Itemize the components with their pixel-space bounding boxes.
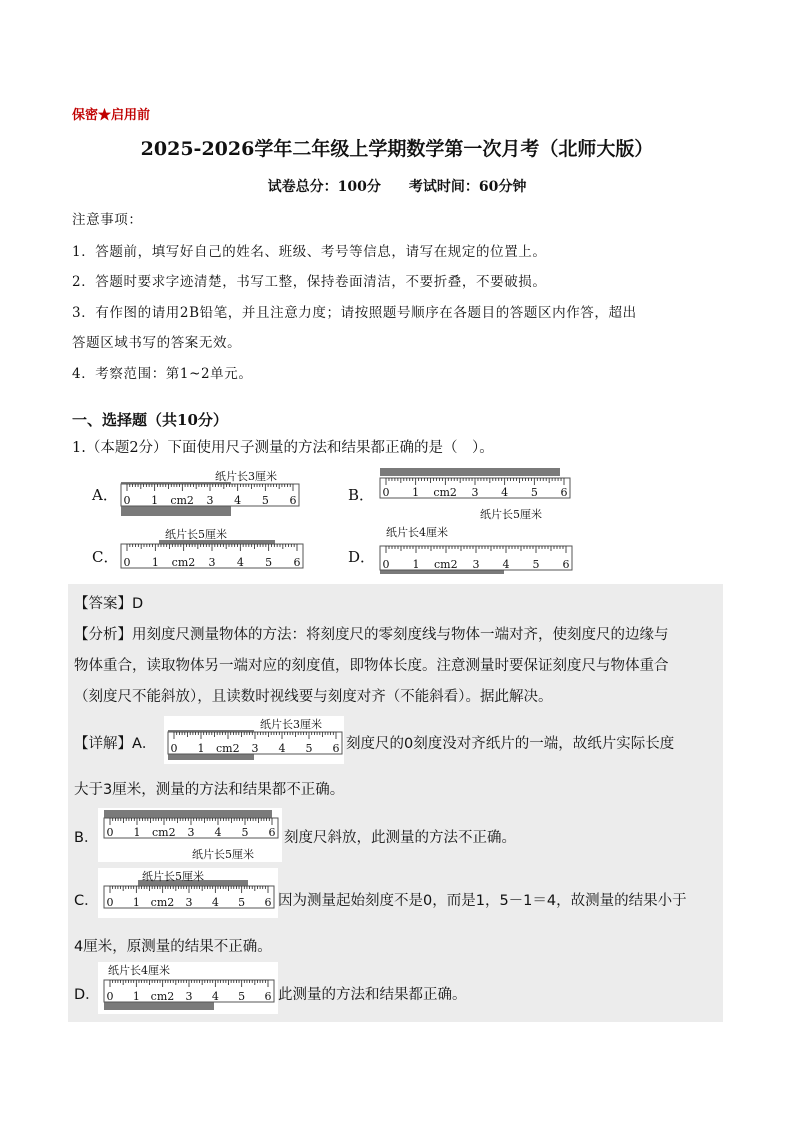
ruler-number: cm2 bbox=[171, 556, 196, 569]
ruler-number: 4 bbox=[211, 990, 219, 1003]
ruler-number: 3 bbox=[206, 494, 214, 507]
answer-line: 【答案】D bbox=[74, 596, 144, 612]
option-c-label: C． bbox=[92, 548, 119, 566]
ruler-number: 4 bbox=[501, 486, 509, 499]
ruler-figure-b bbox=[372, 464, 577, 524]
ruler-number: 1 bbox=[151, 494, 159, 507]
ruler-number: 4 bbox=[236, 556, 244, 569]
ruler-number: cm2 bbox=[152, 826, 176, 839]
detail-c-text: 因为测量起始刻度不是0，而是1，5－1＝4，故测量的结果小于 bbox=[278, 893, 687, 909]
detail-ruler-c bbox=[98, 868, 278, 918]
answer-section bbox=[68, 584, 723, 1022]
ruler-number: 4 bbox=[502, 558, 510, 571]
ruler-number: 4 bbox=[214, 826, 222, 839]
detail-b-label: B． bbox=[74, 830, 99, 846]
ruler-number: 5 bbox=[241, 826, 249, 839]
ruler bbox=[104, 810, 278, 839]
ruler-number: 5 bbox=[532, 558, 540, 571]
ruler-number: 5 bbox=[530, 486, 538, 499]
ruler-number: cm2 bbox=[150, 896, 175, 909]
ruler-number: cm2 bbox=[150, 990, 175, 1003]
ruler-number: 0 bbox=[382, 558, 390, 571]
notice-item: 2．答题时要求字迹清楚，书写工整，保持卷面清洁，不要折叠，不要破损。 bbox=[72, 274, 547, 290]
paper-strip bbox=[104, 810, 272, 818]
ruler-number: cm2 bbox=[170, 494, 194, 507]
confidential-label: 保密★启用前 bbox=[72, 108, 151, 123]
ruler bbox=[168, 730, 342, 760]
notice-item: 1．答题前，填写好自己的姓名、班级、考号等信息，请写在规定的位置上。 bbox=[72, 244, 547, 260]
ruler-number: 1 bbox=[132, 896, 140, 909]
ruler-number: cm2 bbox=[433, 486, 457, 499]
ruler-number: 3 bbox=[208, 556, 216, 569]
exam-meta: 试卷总分：100分 考试时间：60分钟 bbox=[267, 179, 527, 195]
option-d-label: D． bbox=[348, 548, 376, 566]
ruler-number: 0 bbox=[382, 486, 390, 499]
ruler-number: 4 bbox=[234, 494, 242, 507]
detail-d-label: D． bbox=[74, 987, 100, 1003]
ruler bbox=[121, 540, 303, 569]
ruler-number: cm2 bbox=[434, 558, 458, 571]
paper-length-label: 纸片长5厘米 bbox=[192, 848, 254, 861]
ruler-number: 3 bbox=[251, 742, 259, 755]
ruler-number: 4 bbox=[211, 896, 219, 909]
ruler-number: 0 bbox=[123, 556, 131, 569]
paper-length-label: 纸片长5厘米 bbox=[142, 870, 204, 883]
paper-length-label: 纸片长5厘米 bbox=[480, 508, 542, 521]
paper-length-label: 纸片长3厘米 bbox=[215, 470, 277, 483]
detail-d-text: 此测量的方法和结果都正确。 bbox=[278, 987, 467, 1003]
ruler-number: 3 bbox=[471, 486, 479, 499]
ruler-number: 5 bbox=[305, 742, 313, 755]
detail-c-label: C． bbox=[74, 893, 99, 909]
ruler-number: 1 bbox=[133, 826, 141, 839]
paper-length-label: 纸片长3厘米 bbox=[260, 718, 322, 731]
ruler-number: 4 bbox=[278, 742, 286, 755]
paper-strip bbox=[380, 468, 560, 476]
ruler-number: 3 bbox=[185, 896, 193, 909]
ruler-number: 5 bbox=[261, 494, 269, 507]
ruler-number: 5 bbox=[238, 990, 246, 1003]
notice-item: 3．有作图的请用2B铅笔，并且注意力度；请按照题号顺序在各题目的答题区内作答，超出 bbox=[72, 305, 637, 321]
ruler bbox=[104, 880, 274, 909]
ruler bbox=[104, 980, 274, 1010]
ruler-number: 0 bbox=[170, 742, 178, 755]
question-text: 1.（本题2分）下面使用尺子测量的方法和结果都正确的是（ ）。 bbox=[72, 440, 494, 456]
detail-b-text: 刻度尺斜放，此测量的方法不正确。 bbox=[284, 830, 516, 846]
ruler bbox=[380, 468, 570, 499]
ruler-figure-c bbox=[115, 526, 310, 576]
option-b-label: B． bbox=[348, 486, 375, 504]
notice-heading: 注意事项： bbox=[72, 212, 143, 228]
ruler-number: 5 bbox=[265, 556, 273, 569]
analysis-text: （刻度尺不能斜放），且读数时视线要与刻度对齐（不能斜看）。据此解决。 bbox=[74, 689, 553, 705]
detail-prefix: 【详解】A． bbox=[74, 736, 157, 752]
notice-item: 4．考察范围：第1~2单元。 bbox=[72, 366, 253, 382]
ruler-number: 6 bbox=[268, 826, 276, 839]
notice-item: 答题区域书写的答案无效。 bbox=[72, 335, 242, 351]
detail-ruler-d bbox=[98, 962, 278, 1014]
ruler-number: 6 bbox=[332, 742, 340, 755]
analysis-text: 【分析】用刻度尺测量物体的方法：将刻度尺的零刻度线与物体一端对齐，使刻度尺的边缘与 bbox=[74, 627, 669, 643]
ruler-number: 6 bbox=[289, 494, 297, 507]
detail-ruler-a bbox=[164, 716, 344, 764]
ruler-number: 6 bbox=[264, 990, 272, 1003]
detail-c-text: 4厘米，原测量的结果不正确。 bbox=[74, 939, 272, 955]
ruler bbox=[380, 546, 572, 574]
ruler-number: 1 bbox=[412, 558, 420, 571]
ruler-number: 3 bbox=[185, 990, 193, 1003]
ruler-number: 6 bbox=[562, 558, 570, 571]
paper-length-label: 纸片长4厘米 bbox=[386, 526, 448, 539]
ruler-figure-a bbox=[115, 468, 305, 518]
detail-a-text: 大于3厘米，测量的方法和结果都不正确。 bbox=[74, 782, 345, 798]
ruler-number: 1 bbox=[412, 486, 420, 499]
ruler-number: 1 bbox=[132, 990, 140, 1003]
paper-length-label: 纸片长5厘米 bbox=[165, 528, 227, 541]
section-heading: 一、选择题（共10分） bbox=[72, 411, 228, 429]
ruler-number: 6 bbox=[560, 486, 568, 499]
ruler-number: 3 bbox=[472, 558, 480, 571]
detail-a-text: 刻度尺的0刻度没对齐纸片的一端，故纸片实际长度 bbox=[346, 736, 675, 752]
ruler-number: 0 bbox=[106, 826, 114, 839]
paper-length-label: 纸片长4厘米 bbox=[108, 964, 170, 977]
ruler-number: 3 bbox=[187, 826, 195, 839]
ruler bbox=[121, 482, 299, 516]
ruler-number: 1 bbox=[151, 556, 159, 569]
option-a-label: A． bbox=[92, 486, 118, 504]
exam-title: 2025-2026学年二年级上学期数学第一次月考（北师大版） bbox=[140, 138, 654, 160]
ruler-number: 1 bbox=[197, 742, 205, 755]
ruler-number: cm2 bbox=[216, 742, 240, 755]
ruler-number: 5 bbox=[238, 896, 246, 909]
analysis-text: 物体重合，读取物体另一端对应的刻度值，即物体长度。注意测量时要保证刻度尺与物体重合 bbox=[74, 658, 669, 674]
ruler-figure-d bbox=[372, 522, 577, 577]
ruler-number: 6 bbox=[293, 556, 301, 569]
paper-strip bbox=[104, 1002, 214, 1010]
ruler-number: 0 bbox=[123, 494, 131, 507]
ruler-number: 0 bbox=[106, 990, 114, 1003]
detail-ruler-b bbox=[98, 808, 282, 862]
ruler-number: 0 bbox=[106, 896, 114, 909]
ruler-number: 6 bbox=[264, 896, 272, 909]
